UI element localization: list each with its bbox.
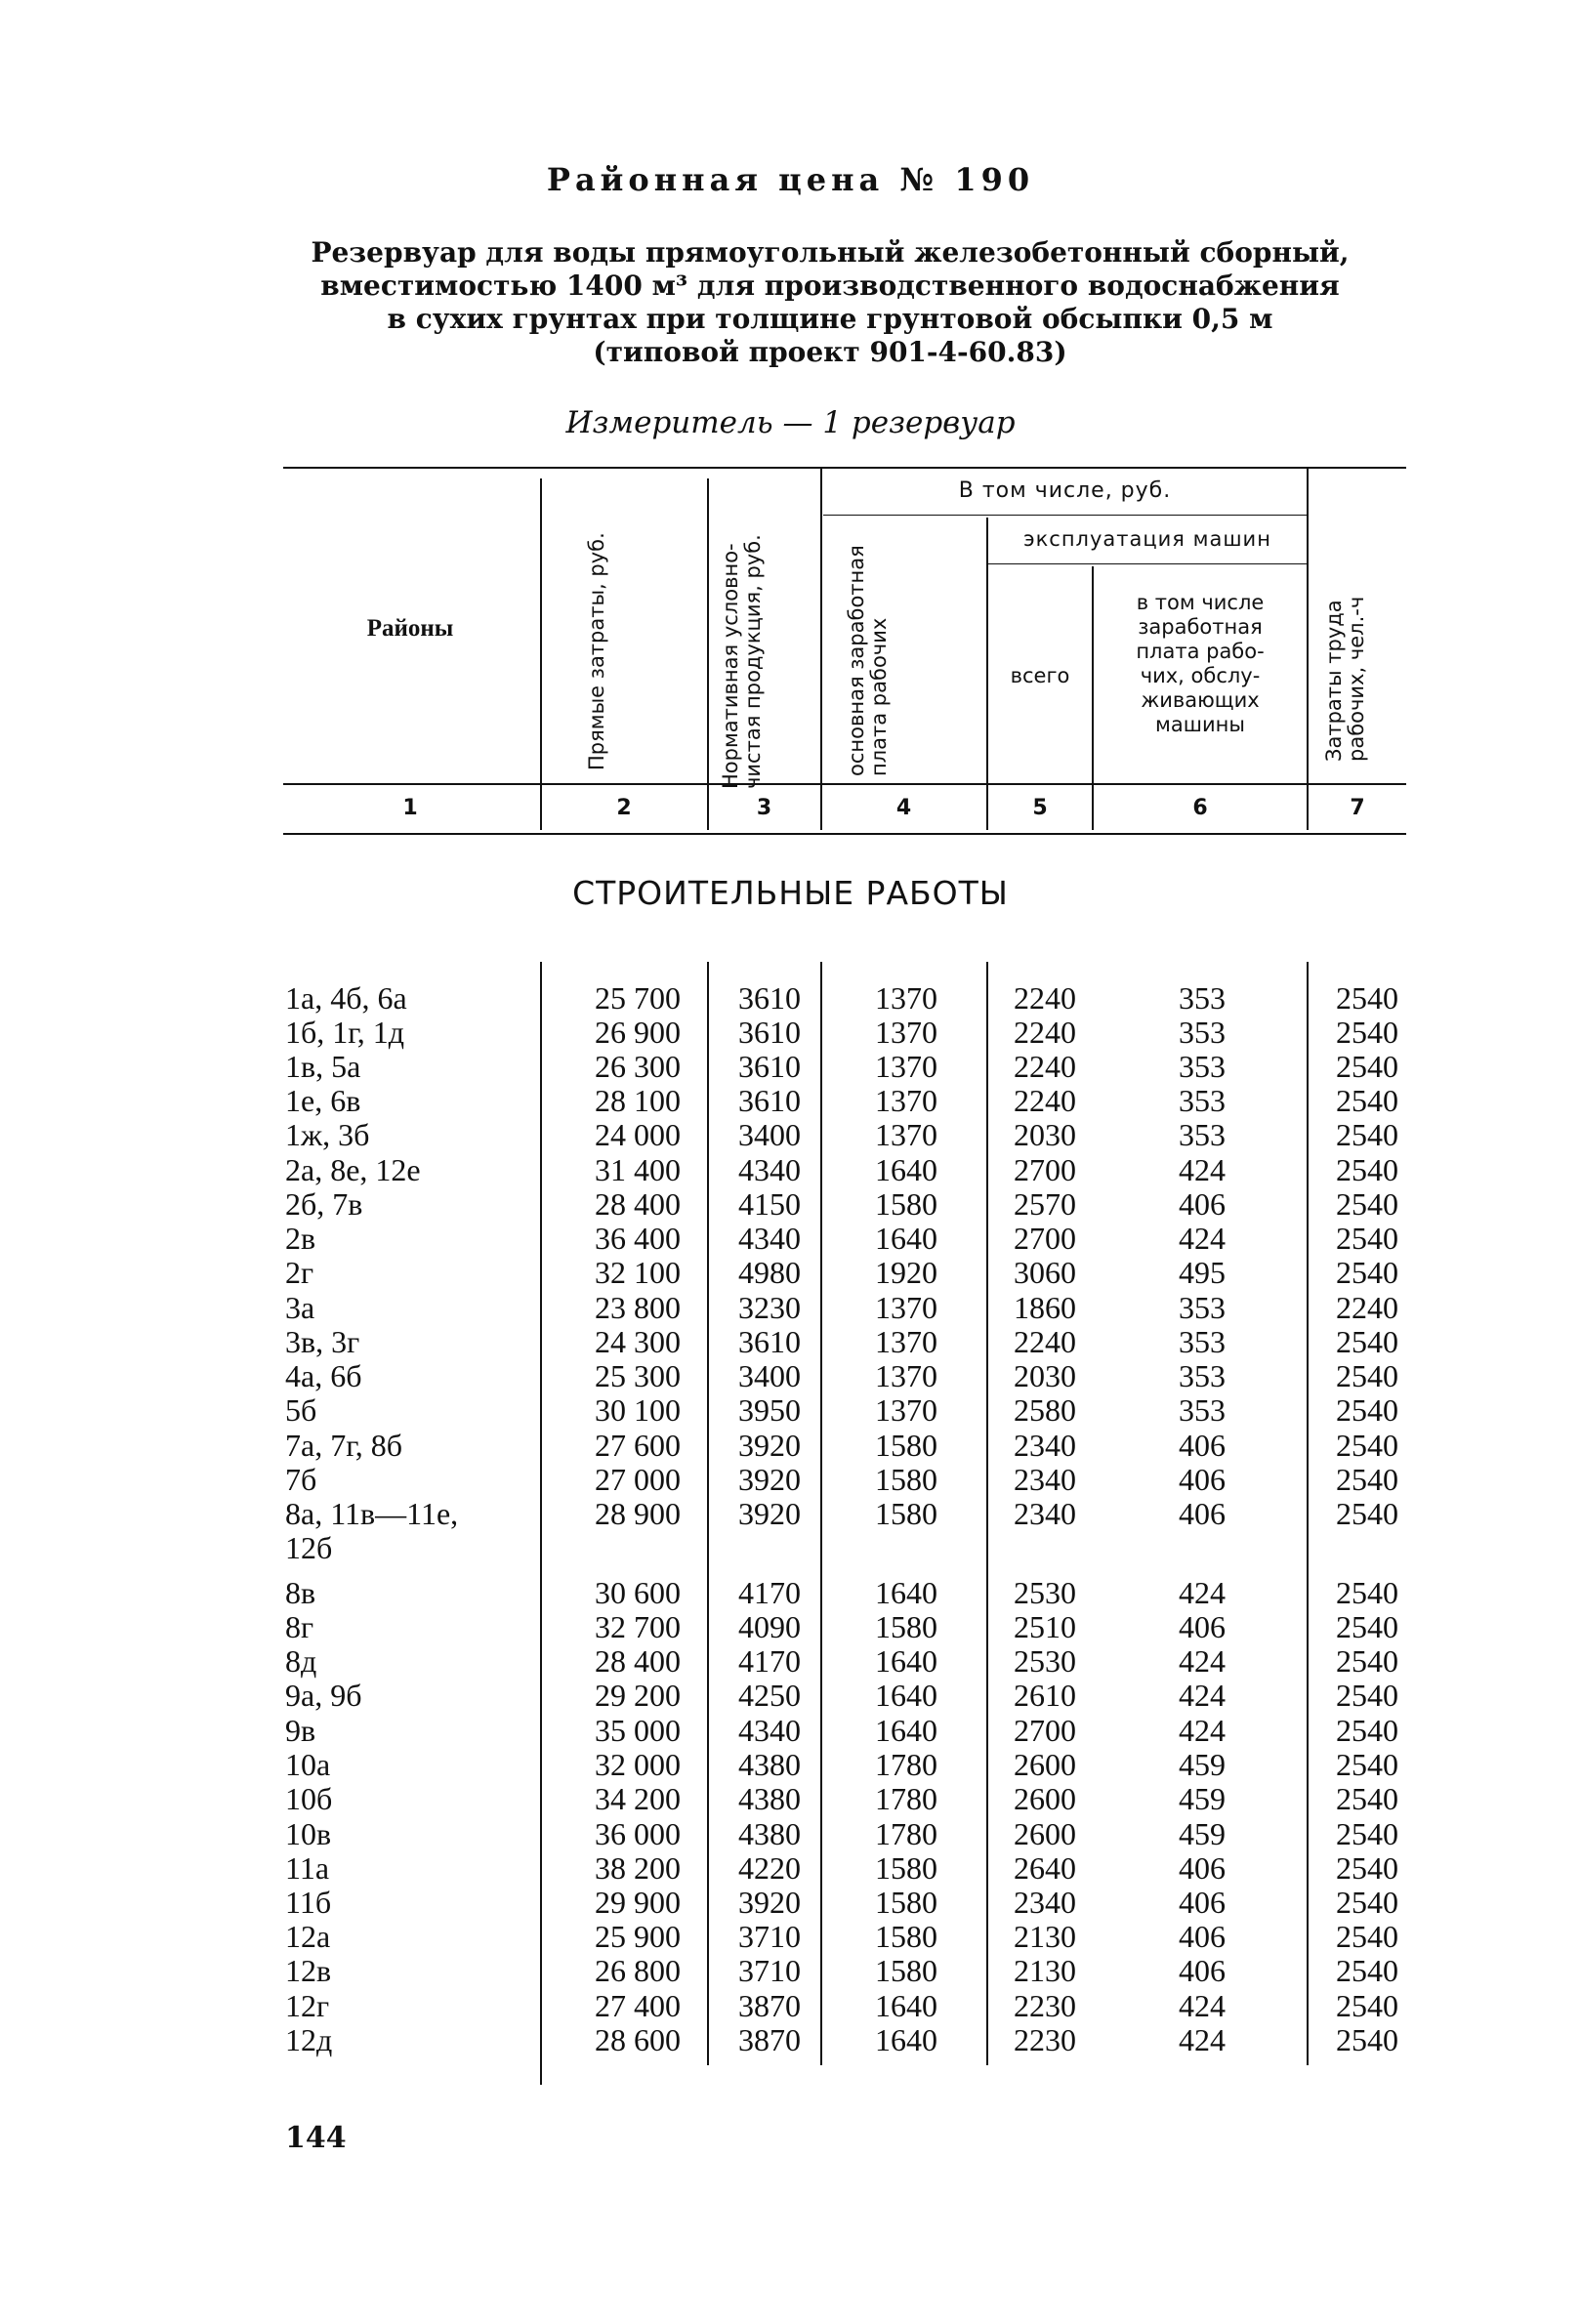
- row-value: 1580: [875, 1462, 937, 1497]
- row-value: 1370: [875, 1290, 937, 1325]
- header-line: машины: [1155, 713, 1245, 736]
- col-number: 7: [1350, 796, 1365, 820]
- row-value: 2340: [1014, 1885, 1076, 1920]
- row-value: 24 000: [595, 1117, 681, 1152]
- header-group-total: В том числе, руб.: [958, 478, 1172, 503]
- row-value: 4380: [738, 1816, 801, 1851]
- row-value: 1370: [875, 1358, 937, 1393]
- row-value: 3710: [738, 1953, 801, 1988]
- row-value: 1920: [875, 1255, 937, 1290]
- row-value: 2540: [1336, 1496, 1398, 1531]
- row-value: 406: [1179, 1496, 1226, 1531]
- row-value: 3400: [738, 1117, 801, 1152]
- row-value: 27 400: [595, 1988, 681, 2023]
- row-value: 26 900: [595, 1015, 681, 1050]
- row-value: 26 300: [595, 1049, 681, 1084]
- row-value: 424: [1179, 1678, 1226, 1713]
- row-value: 1580: [875, 1428, 937, 1463]
- header-line: живающих: [1141, 688, 1260, 712]
- row-value: 2240: [1014, 1049, 1076, 1084]
- row-district: 10б: [285, 1781, 333, 1816]
- row-value: 2230: [1014, 2022, 1076, 2057]
- row-value: 424: [1179, 1221, 1226, 1256]
- row-value: 36 400: [595, 1221, 681, 1256]
- body-divider: [820, 962, 822, 2065]
- row-district: 12а: [285, 1919, 331, 1954]
- row-district: 8в: [285, 1575, 316, 1610]
- row-value: 1780: [875, 1816, 937, 1851]
- row-value: 1370: [875, 1117, 937, 1152]
- row-district: 8д: [285, 1643, 317, 1679]
- row-value: 406: [1179, 1609, 1226, 1644]
- row-district: 11б: [285, 1885, 332, 1920]
- row-value: 4250: [738, 1678, 801, 1713]
- subtitle-line: Резервуар для воды прямоугольный железобетонный сборный,: [311, 236, 1350, 269]
- row-value: 2600: [1014, 1816, 1076, 1851]
- row-value: 3610: [738, 1324, 801, 1359]
- row-value: 2540: [1336, 1781, 1398, 1816]
- row-district: 9в: [285, 1713, 316, 1748]
- row-value: 459: [1179, 1781, 1226, 1816]
- row-value: 424: [1179, 1713, 1226, 1748]
- row-value: 31 400: [595, 1152, 681, 1187]
- row-value: 1370: [875, 980, 937, 1016]
- row-value: 4380: [738, 1781, 801, 1816]
- row-value: 2640: [1014, 1850, 1076, 1886]
- row-district: 8а, 11в—11е,: [285, 1496, 459, 1531]
- row-value: 28 100: [595, 1083, 681, 1118]
- document-subtitle: [293, 236, 1367, 369]
- row-district: 2в: [285, 1221, 316, 1256]
- row-value: 3920: [738, 1462, 801, 1497]
- row-value: 2540: [1336, 1392, 1398, 1428]
- row-value: 1580: [875, 1850, 937, 1886]
- row-value: 1860: [1014, 1290, 1076, 1325]
- row-value: 2540: [1336, 980, 1398, 1016]
- row-value: 353: [1179, 1392, 1226, 1428]
- row-value: 459: [1179, 1747, 1226, 1782]
- row-value: 32 000: [595, 1747, 681, 1782]
- row-value: 24 300: [595, 1324, 681, 1359]
- row-value: 3920: [738, 1496, 801, 1531]
- row-district: 11а: [285, 1850, 330, 1886]
- row-value: 27 000: [595, 1462, 681, 1497]
- col-divider: [707, 478, 709, 830]
- row-value: 38 200: [595, 1850, 681, 1886]
- row-value: 2030: [1014, 1117, 1076, 1152]
- header-line: в том числе: [1136, 591, 1265, 614]
- group-rule: [823, 515, 1307, 516]
- row-district: 5б: [285, 1392, 317, 1428]
- row-value: 1580: [875, 1609, 937, 1644]
- row-value: 2600: [1014, 1747, 1076, 1782]
- row-district: 1б, 1г, 1д: [285, 1015, 405, 1050]
- body-divider: [707, 962, 709, 2065]
- row-value: 406: [1179, 1462, 1226, 1497]
- row-value: 2540: [1336, 1221, 1398, 1256]
- row-value: 2540: [1336, 1919, 1398, 1954]
- row-district: 12б: [285, 1530, 333, 1565]
- subtitle-line: в сухих грунтах при толщине грунтовой обсыпки 0,5 м: [387, 303, 1273, 335]
- row-value: 1580: [875, 1919, 937, 1954]
- row-value: 1370: [875, 1049, 937, 1084]
- col-divider: [540, 478, 542, 830]
- row-value: 4380: [738, 1747, 801, 1782]
- row-value: 25 900: [595, 1919, 681, 1954]
- header-net-product: Нормативная условно-чистая продукция, руб.: [719, 534, 765, 789]
- row-value: 3610: [738, 1015, 801, 1050]
- row-value: 3060: [1014, 1255, 1076, 1290]
- row-value: 406: [1179, 1850, 1226, 1886]
- row-value: 3950: [738, 1392, 801, 1428]
- row-value: 1640: [875, 1988, 937, 2023]
- row-value: 2130: [1014, 1953, 1076, 1988]
- row-value: 2530: [1014, 1575, 1076, 1610]
- col-number: 5: [1032, 796, 1048, 820]
- row-value: 1580: [875, 1186, 937, 1222]
- row-value: 2540: [1336, 1255, 1398, 1290]
- row-district: 1а, 4б, 6а: [285, 980, 407, 1016]
- row-value: 424: [1179, 1575, 1226, 1610]
- row-value: 32 700: [595, 1609, 681, 1644]
- row-value: 1640: [875, 1575, 937, 1610]
- row-value: 2240: [1014, 1083, 1076, 1118]
- row-value: 3610: [738, 1083, 801, 1118]
- row-value: 424: [1179, 1152, 1226, 1187]
- row-district: 9а, 9б: [285, 1678, 362, 1713]
- header-bottom-rule: [283, 783, 1406, 785]
- row-value: 1640: [875, 1713, 937, 1748]
- row-value: 30 600: [595, 1575, 681, 1610]
- row-value: 1640: [875, 1643, 937, 1679]
- row-value: 406: [1179, 1953, 1226, 1988]
- row-value: 2240: [1336, 1290, 1398, 1325]
- section-title: СТРОИТЕЛЬНЫЕ РАБОТЫ: [572, 874, 1009, 912]
- row-value: 32 100: [595, 1255, 681, 1290]
- row-value: 36 000: [595, 1816, 681, 1851]
- row-value: 27 600: [595, 1428, 681, 1463]
- row-district: 2г: [285, 1255, 314, 1290]
- row-value: 2540: [1336, 1358, 1398, 1393]
- row-value: 1780: [875, 1781, 937, 1816]
- row-value: 353: [1179, 1358, 1226, 1393]
- row-value: 29 900: [595, 1885, 681, 1920]
- row-value: 1580: [875, 1496, 937, 1531]
- row-value: 3920: [738, 1428, 801, 1463]
- row-value: 406: [1179, 1885, 1226, 1920]
- row-value: 30 100: [595, 1392, 681, 1428]
- row-district: 3а: [285, 1290, 315, 1325]
- row-value: 2540: [1336, 1988, 1398, 2023]
- row-district: 10в: [285, 1816, 332, 1851]
- row-district: 3в, 3г: [285, 1324, 360, 1359]
- row-value: 406: [1179, 1428, 1226, 1463]
- row-value: 353: [1179, 1049, 1226, 1084]
- row-value: 495: [1179, 1255, 1226, 1290]
- row-value: 4980: [738, 1255, 801, 1290]
- header-line: чих, обслу-: [1140, 664, 1261, 687]
- row-value: 3610: [738, 1049, 801, 1084]
- row-value: 28 400: [595, 1186, 681, 1222]
- table-top-rule: [283, 467, 1406, 469]
- header-base-wage: основная заработная плата рабочих: [845, 545, 891, 776]
- row-district: 2а, 8е, 12е: [285, 1152, 421, 1187]
- row-value: 4220: [738, 1850, 801, 1886]
- row-value: 3610: [738, 980, 801, 1016]
- row-value: 3920: [738, 1885, 801, 1920]
- row-value: 26 800: [595, 1953, 681, 1988]
- row-value: 2540: [1336, 1953, 1398, 1988]
- row-value: 2570: [1014, 1186, 1076, 1222]
- row-value: 2540: [1336, 1609, 1398, 1644]
- row-value: 406: [1179, 1186, 1226, 1222]
- row-value: 35 000: [595, 1713, 681, 1748]
- row-value: 4340: [738, 1713, 801, 1748]
- row-value: 2600: [1014, 1781, 1076, 1816]
- row-value: 1370: [875, 1015, 937, 1050]
- row-district: 12д: [285, 2022, 333, 2057]
- measure-unit: Измеритель — 1 резервуар: [565, 405, 1016, 440]
- row-value: 2540: [1336, 1152, 1398, 1187]
- row-district: 1е, 6в: [285, 1083, 361, 1118]
- row-value: 2230: [1014, 1988, 1076, 2023]
- row-value: 1370: [875, 1083, 937, 1118]
- row-value: 28 400: [595, 1643, 681, 1679]
- row-value: 4170: [738, 1575, 801, 1610]
- row-value: 2610: [1014, 1678, 1076, 1713]
- row-value: 4340: [738, 1152, 801, 1187]
- row-value: 3710: [738, 1919, 801, 1954]
- row-value: 1580: [875, 1885, 937, 1920]
- row-value: 2540: [1336, 1747, 1398, 1782]
- row-value: 2540: [1336, 1713, 1398, 1748]
- row-value: 2340: [1014, 1496, 1076, 1531]
- row-value: 4150: [738, 1186, 801, 1222]
- row-value: 1370: [875, 1392, 937, 1428]
- row-district: 4а, 6б: [285, 1358, 362, 1393]
- row-value: 1640: [875, 2022, 937, 2057]
- row-value: 2510: [1014, 1609, 1076, 1644]
- col-divider: [820, 467, 822, 830]
- header-labor: Затраты труда рабочих, чел.-ч: [1322, 596, 1368, 762]
- row-value: 459: [1179, 1816, 1226, 1851]
- row-value: 2540: [1336, 1324, 1398, 1359]
- subtitle-line: (типовой проект 901-4-60.83): [593, 336, 1067, 368]
- row-value: 424: [1179, 1643, 1226, 1679]
- col-number: 2: [616, 796, 632, 820]
- row-value: 2540: [1336, 1428, 1398, 1463]
- row-value: 2540: [1336, 1816, 1398, 1851]
- row-district: 2б, 7в: [285, 1186, 363, 1222]
- row-value: 2540: [1336, 1643, 1398, 1679]
- page-title: Районная цена № 190: [546, 161, 1035, 198]
- header-line: плата рабо-: [1136, 640, 1265, 663]
- row-value: 2700: [1014, 1221, 1076, 1256]
- row-value: 2540: [1336, 1885, 1398, 1920]
- subtitle-line: вместимостью 1400 м³ для производственного водоснабжения: [320, 270, 1340, 302]
- row-value: 2540: [1336, 1186, 1398, 1222]
- numbers-bottom-rule: [283, 833, 1406, 835]
- col-number: 3: [756, 796, 772, 820]
- row-value: 1640: [875, 1221, 937, 1256]
- row-value: 2580: [1014, 1392, 1076, 1428]
- header-machines-total: всего: [1010, 664, 1070, 687]
- row-value: 2540: [1336, 1462, 1398, 1497]
- row-value: 3870: [738, 1988, 801, 2023]
- header-machine-wage: [1094, 591, 1307, 737]
- row-value: 2540: [1336, 1678, 1398, 1713]
- row-value: 25 300: [595, 1358, 681, 1393]
- header-machines-group: эксплуатация машин: [1023, 527, 1271, 551]
- row-value: 424: [1179, 2022, 1226, 2057]
- row-value: 2530: [1014, 1643, 1076, 1679]
- row-value: 353: [1179, 1290, 1226, 1325]
- row-value: 1640: [875, 1152, 937, 1187]
- row-value: 28 900: [595, 1496, 681, 1531]
- header-districts: Районы: [366, 615, 454, 642]
- row-district: 1в, 5а: [285, 1049, 361, 1084]
- row-value: 2240: [1014, 1324, 1076, 1359]
- row-value: 3400: [738, 1358, 801, 1393]
- header-direct-costs: Прямые затраты, руб.: [585, 532, 608, 770]
- header-line: заработная: [1138, 615, 1263, 639]
- row-value: 25 700: [595, 980, 681, 1016]
- machines-rule: [988, 563, 1307, 564]
- row-value: 353: [1179, 1117, 1226, 1152]
- row-value: 353: [1179, 1324, 1226, 1359]
- row-value: 2030: [1014, 1358, 1076, 1393]
- col-number: 1: [402, 796, 418, 820]
- row-value: 28 600: [595, 2022, 681, 2057]
- row-value: 2540: [1336, 1117, 1398, 1152]
- row-value: 2240: [1014, 980, 1076, 1016]
- col-number: 6: [1192, 796, 1208, 820]
- row-value: 2700: [1014, 1713, 1076, 1748]
- row-district: 10а: [285, 1747, 331, 1782]
- row-value: 2540: [1336, 1015, 1398, 1050]
- row-district: 12г: [285, 1988, 330, 2023]
- row-value: 3870: [738, 2022, 801, 2057]
- row-value: 424: [1179, 1988, 1226, 2023]
- row-district: 7б: [285, 1462, 317, 1497]
- row-value: 1640: [875, 1678, 937, 1713]
- row-value: 2540: [1336, 1850, 1398, 1886]
- row-value: 34 200: [595, 1781, 681, 1816]
- row-district: 7а, 7г, 8б: [285, 1428, 402, 1463]
- row-value: 2130: [1014, 1919, 1076, 1954]
- row-value: 353: [1179, 1015, 1226, 1050]
- row-value: 23 800: [595, 1290, 681, 1325]
- row-value: 3230: [738, 1290, 801, 1325]
- row-value: 29 200: [595, 1678, 681, 1713]
- row-value: 1370: [875, 1324, 937, 1359]
- row-value: 2240: [1014, 1015, 1076, 1050]
- row-value: 2540: [1336, 1575, 1398, 1610]
- col-divider: [1307, 467, 1309, 830]
- page-number: 144: [285, 2121, 347, 2155]
- col-number: 4: [895, 796, 912, 820]
- row-value: 4170: [738, 1643, 801, 1679]
- row-value: 406: [1179, 1919, 1226, 1954]
- row-value: 2540: [1336, 1083, 1398, 1118]
- row-district: 8г: [285, 1609, 314, 1644]
- row-district: 12в: [285, 1953, 332, 1988]
- row-value: 2540: [1336, 2022, 1398, 2057]
- row-value: 353: [1179, 980, 1226, 1016]
- row-value: 1580: [875, 1953, 937, 1988]
- row-value: 353: [1179, 1083, 1226, 1118]
- row-value: 4090: [738, 1609, 801, 1644]
- row-value: 2340: [1014, 1462, 1076, 1497]
- row-value: 2340: [1014, 1428, 1076, 1463]
- row-value: 2540: [1336, 1049, 1398, 1084]
- row-value: 4340: [738, 1221, 801, 1256]
- row-value: 1780: [875, 1747, 937, 1782]
- row-value: 2700: [1014, 1152, 1076, 1187]
- row-district: 1ж, 3б: [285, 1117, 370, 1152]
